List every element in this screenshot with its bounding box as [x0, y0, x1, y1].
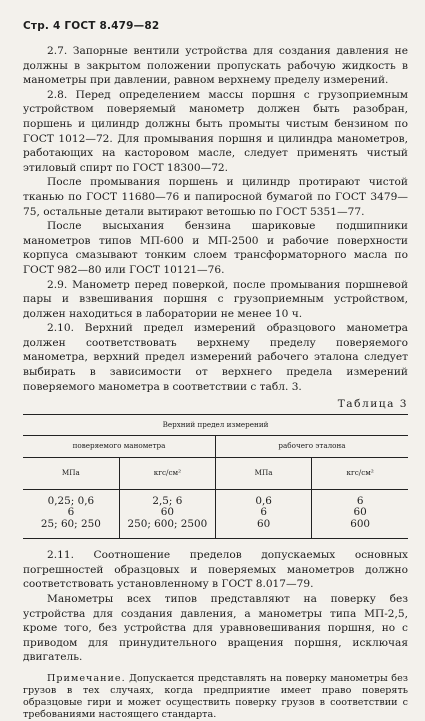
cell-kgf-gauge — [119, 489, 215, 539]
table-cell: 25; 60; 250 — [40, 517, 101, 530]
page-header: Стр. 4 ГОСТ 8.479—82 — [23, 20, 160, 32]
paragraph-2-11: 2.11. Соотношение пределов допускаемых основных погрешностей образцовых и поверяемых манометров должно соответствовать установленному в ГОСТ 8.017—79. — [23, 549, 408, 591]
limits-table — [23, 414, 408, 539]
cell-kgf-standard — [312, 489, 408, 539]
cell-mpa-gauge — [23, 489, 119, 539]
table-cell: 0,6 — [255, 494, 272, 507]
paragraph-2-10: 2.10. Верхний предел измерений образцового манометра должен соответствовать верхнему пределу поверяемого манометра, верхний предел измерений рабочего эталона следует выбирать в зависимости от верхнего предела измерений поверяемого манометра в соответствии с табл. 3. — [23, 322, 408, 393]
paragraph-cleaning: После промывания поршень и цилиндр протирают чистой тканью по ГОСТ 11680—76 и папиросной бумагой по ГОСТ 3479—75, остальные детали вытирают ветошью по ГОСТ 5351—77. — [23, 176, 408, 218]
table-cell: 600 — [350, 517, 371, 530]
note-label: Примечание. — [47, 672, 126, 684]
table-header-main: Верхний предел измерений — [23, 414, 408, 436]
col-mpa-gauge: МПа — [23, 458, 119, 490]
table-cell: 60 — [353, 506, 367, 519]
table-cell: 6 — [260, 506, 267, 519]
table-cell: 2,5; 6 — [152, 494, 183, 507]
col-mpa-standard: МПа — [216, 458, 312, 490]
col-kgf-standard: кгс/см² — [312, 458, 408, 490]
table-cell: 0,25; 0,6 — [47, 494, 95, 507]
table-cell: 60 — [257, 517, 271, 530]
note — [23, 673, 408, 721]
table-cell: 250; 600; 2500 — [127, 517, 208, 530]
table-group-gauge: поверяемого манометра — [23, 436, 216, 458]
table-body-row — [23, 489, 408, 539]
note-text: Допускается представлять на поверку манометры без грузов в тех случаях, когда предприятие имеет право поверять образцовые гири и может осуществить поверку грузов в соответствии с требованиями настоящего стандарта. — [23, 672, 408, 720]
table-caption: Таблица 3 — [337, 398, 408, 411]
table-group-standard: рабочего эталона — [216, 436, 409, 458]
paragraph-lubrication: После высыхания бензина шариковые подшипники манометров типов МП-600 и МП-2500 и рабочие поверхности корпуса смазывают тонким слоем трансформаторного масла по ГОСТ 982—80 или ГОСТ 10121—76. — [23, 220, 408, 276]
table-cell: 60 — [160, 506, 174, 519]
table-cell: 6 — [67, 506, 75, 519]
paragraph-delivery: Манометры всех типов представляют на поверку без устройства для создания давления, а манометры типа МП-2,5, кроме того, без устройства для уравновешивания поршня, но с приводом для принудительного вращения поршня, исключая двигатель. — [23, 592, 408, 664]
table-cell: 6 — [356, 494, 364, 507]
paragraph-2-9: 2.9. Манометр перед поверкой, после промывания поршневой пары и взвешивания поршня с грузоприемным устройством, должен находиться в лаборатории не менее 10 ч. — [23, 278, 408, 320]
document-body — [23, 44, 408, 721]
paragraph-2-7: 2.7. Запорные вентили устройства для создания давления не должны в закрытом положении пропускать рабочую жидкость в манометры при давлении, равном верхнему пределу измерений. — [23, 45, 408, 87]
cell-mpa-standard — [216, 489, 312, 539]
paragraph-2-8: 2.8. Перед определением массы поршня с грузоприемным устройством поверяемый манометр должен быть разобран, поршень и цилиндр должны быть промыты чистым бензином по ГОСТ 1012—72. Для промывания поршня и цилиндра манометров, работающих на касторовом масле, следует применять чистый этиловый спирт по ГОСТ 18300—72. — [23, 88, 408, 174]
col-kgf-gauge: кгс/см² — [119, 458, 215, 490]
